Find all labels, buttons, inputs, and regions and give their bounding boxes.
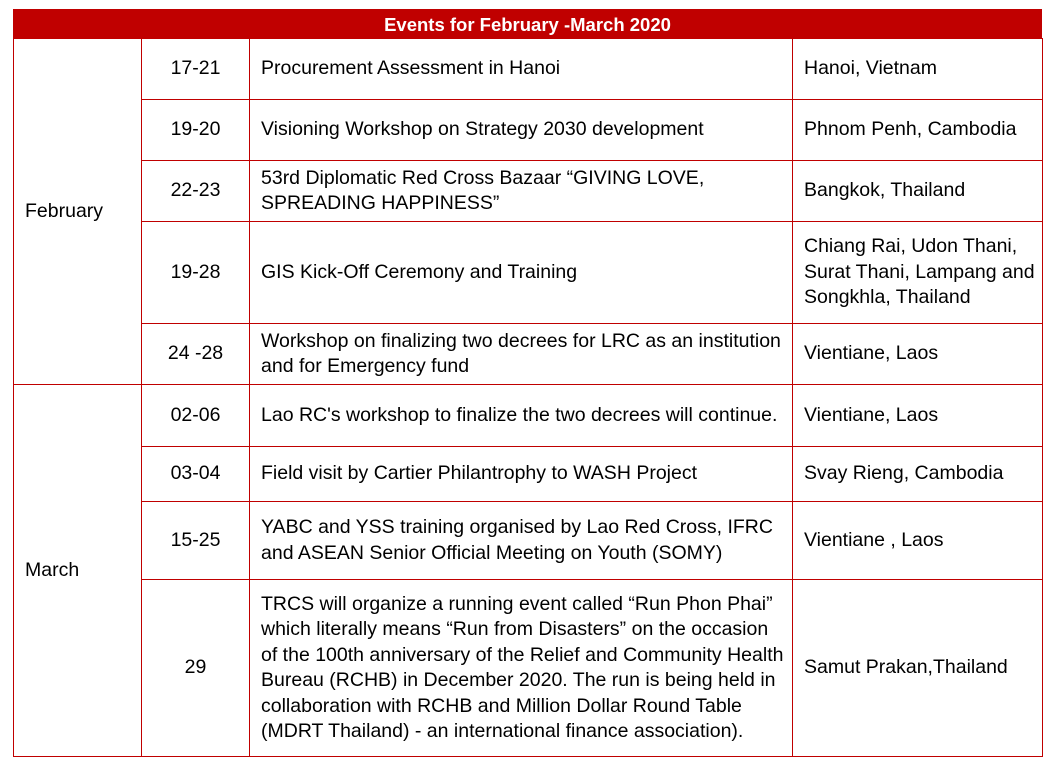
table-row	[14, 502, 1043, 580]
events-table-container	[13, 9, 1042, 757]
table-row	[14, 161, 1043, 222]
events-table	[13, 38, 1043, 757]
table-row	[14, 39, 1043, 100]
event-location: Bangkok, Thailand	[793, 161, 1043, 222]
event-name: Procurement Assessment in Hanoi	[250, 39, 793, 100]
event-date: 29	[142, 580, 250, 757]
table-row	[14, 324, 1043, 385]
event-location: Vientiane, Laos	[793, 324, 1043, 385]
event-name: Visioning Workshop on Strategy 2030 development	[250, 100, 793, 161]
table-row	[14, 580, 1043, 757]
event-location: Vientiane, Laos	[793, 385, 1043, 447]
table-row	[14, 100, 1043, 161]
event-date: 17-21	[142, 39, 250, 100]
event-date: 15-25	[142, 502, 250, 580]
event-name: 53rd Diplomatic Red Cross Bazaar “GIVING LOVE, SPREADING HAPPINESS”	[250, 161, 793, 222]
event-location: Chiang Rai, Udon Thani, Surat Thani, Lampang and Songkhla, Thailand	[793, 222, 1043, 324]
event-date: 03-04	[142, 447, 250, 502]
event-name: YABC and YSS training organised by Lao Red Cross, IFRC and ASEAN Senior Official Meeting on Youth (SOMY)	[250, 502, 793, 580]
event-date: 02-06	[142, 385, 250, 447]
event-name: Lao RC's workshop to finalize the two decrees will continue.	[250, 385, 793, 447]
event-location: Samut Prakan,Thailand	[793, 580, 1043, 757]
event-date: 19-28	[142, 222, 250, 324]
event-location: Vientiane , Laos	[793, 502, 1043, 580]
table-row	[14, 222, 1043, 324]
month-february: February	[14, 39, 142, 385]
event-date: 19-20	[142, 100, 250, 161]
event-location: Phnom Penh, Cambodia	[793, 100, 1043, 161]
table-title: Events for February -March 2020	[13, 9, 1042, 38]
month-march: March	[14, 385, 142, 757]
table-row	[14, 385, 1043, 447]
event-name: Workshop on finalizing two decrees for LRC as an institution and for Emergency fund	[250, 324, 793, 385]
table-row	[14, 447, 1043, 502]
event-location: Svay Rieng, Cambodia	[793, 447, 1043, 502]
event-date: 22-23	[142, 161, 250, 222]
event-date: 24 -28	[142, 324, 250, 385]
event-location: Hanoi, Vietnam	[793, 39, 1043, 100]
event-name: GIS Kick-Off Ceremony and Training	[250, 222, 793, 324]
event-name: TRCS will organize a running event called “Run Phon Phai” which literally means “Run from Disasters” on the occasion of the 100th anniversary of the Relief and Community Health Bureau (RCHB) in December 2020. The run is being held in collaboration with RCHB and Million Dollar Round Table (MDRT Thailand) - an international finance association).	[250, 580, 793, 757]
event-name: Field visit by Cartier Philantrophy to WASH Project	[250, 447, 793, 502]
